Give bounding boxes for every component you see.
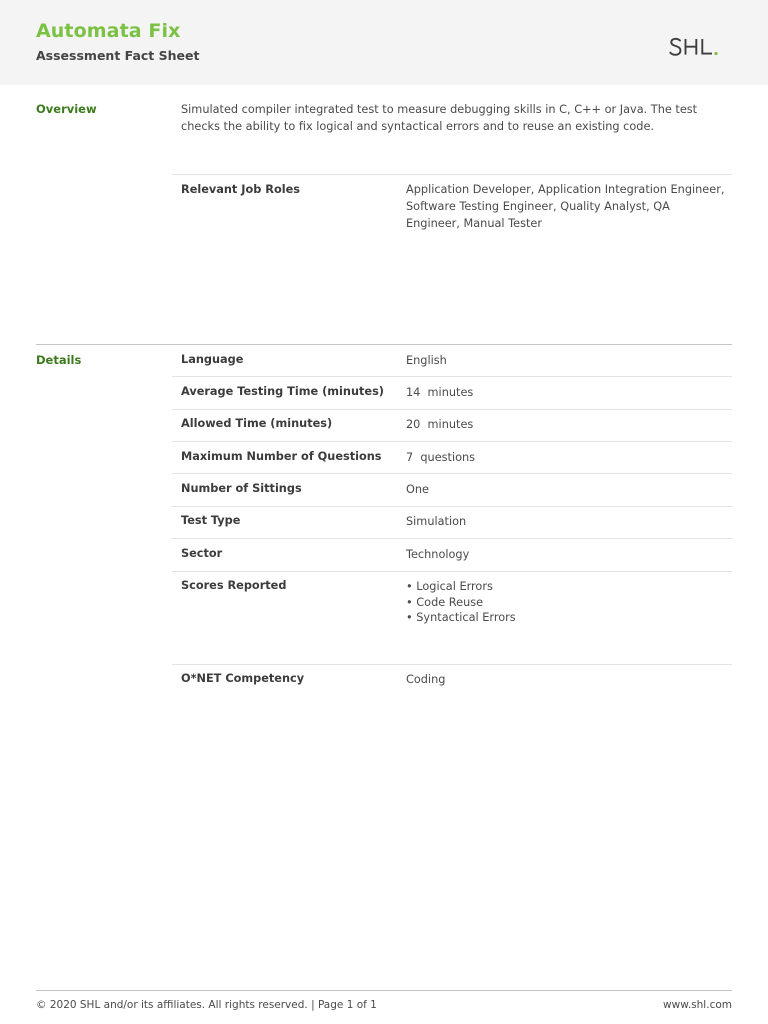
details-row-label: Allowed Time (minutes) bbox=[181, 417, 333, 430]
details-row-value: Technology bbox=[406, 548, 470, 561]
page-header bbox=[0, 0, 768, 85]
overview-text: Simulated compiler integrated test to measure debugging skills in C, C++ or Java. The test checks the ability to fix logical and syntactical errors and to reuse an existing code. bbox=[181, 103, 698, 133]
footer-website-link[interactable]: www.shl.com bbox=[663, 999, 732, 1011]
scores-reported-list bbox=[406, 579, 516, 626]
score-item: • Logical Errors bbox=[406, 579, 516, 595]
onet-competency-label: O*NET Competency bbox=[181, 672, 305, 685]
shl-logo bbox=[668, 34, 724, 60]
details-row-label: Test Type bbox=[181, 514, 241, 527]
divider bbox=[172, 506, 732, 507]
details-row-value: Simulation bbox=[406, 515, 467, 528]
details-row-label: Number of Sittings bbox=[181, 482, 302, 495]
job-roles-label: Relevant Job Roles bbox=[181, 183, 300, 196]
overview-section-label: Overview bbox=[36, 102, 97, 116]
score-item: • Syntactical Errors bbox=[406, 610, 516, 626]
details-row-value: 14 minutes bbox=[406, 386, 474, 399]
job-roles-value: Application Developer, Application Integration Engineer, Software Testing Engineer, Quality Analyst, QA Engineer, Manual Tester bbox=[406, 183, 725, 230]
divider bbox=[172, 174, 732, 175]
details-row-value: 20 minutes bbox=[406, 418, 474, 431]
divider bbox=[172, 473, 732, 474]
divider bbox=[172, 409, 732, 410]
details-row-value: 7 questions bbox=[406, 451, 476, 464]
scores-reported-label: Scores Reported bbox=[181, 579, 287, 592]
document-title: Automata Fix bbox=[36, 20, 181, 42]
section-divider bbox=[36, 344, 732, 345]
divider bbox=[172, 664, 732, 665]
details-row-label: Maximum Number of Questions bbox=[181, 450, 382, 463]
footer-copyright: © 2020 SHL and/or its affiliates. All rights reserved. | Page 1 of 1 bbox=[36, 999, 377, 1011]
details-row-label: Sector bbox=[181, 547, 223, 560]
details-row-label: Average Testing Time (minutes) bbox=[181, 385, 384, 398]
footer-divider bbox=[36, 990, 732, 991]
divider bbox=[172, 376, 732, 377]
score-item: • Code Reuse bbox=[406, 595, 516, 611]
details-section-label: Details bbox=[36, 353, 82, 367]
details-row-value: English bbox=[406, 354, 447, 367]
document-subtitle: Assessment Fact Sheet bbox=[36, 48, 200, 63]
divider bbox=[172, 441, 732, 442]
onet-competency-value: Coding bbox=[406, 673, 446, 686]
details-row-value: One bbox=[406, 483, 430, 496]
divider bbox=[172, 571, 732, 572]
divider bbox=[172, 538, 732, 539]
details-row-label: Language bbox=[181, 353, 244, 366]
